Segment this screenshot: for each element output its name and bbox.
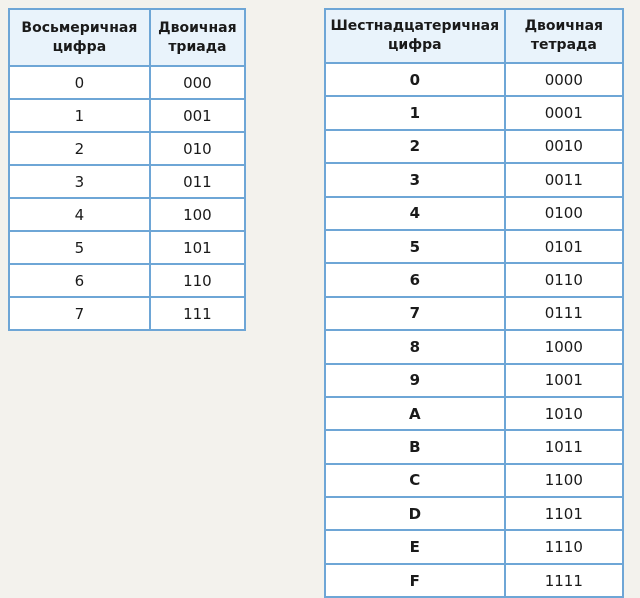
hex-to-binary-table: [324, 8, 624, 598]
digit-cell: 9: [325, 364, 505, 397]
column-header-binary-tetrad: Двоичная тетрада: [505, 9, 623, 63]
binary-cell: 0101: [505, 230, 623, 263]
digit-cell: A: [325, 397, 505, 430]
table-row: [9, 231, 245, 264]
column-header-octal-digit: Восьмеричная цифра: [9, 9, 150, 66]
table-row: [325, 297, 623, 330]
digit-cell: B: [325, 430, 505, 463]
binary-cell: 1111: [505, 564, 623, 597]
digit-cell: 7: [325, 297, 505, 330]
table-row: [325, 197, 623, 230]
table-row: [325, 63, 623, 96]
table-row: [9, 198, 245, 231]
binary-cell: 0111: [505, 297, 623, 330]
table-row: [325, 130, 623, 163]
table-row: [325, 564, 623, 597]
table-header-row: [9, 9, 245, 66]
digit-cell: D: [325, 497, 505, 530]
digit-cell: 3: [325, 163, 505, 196]
table-row: [9, 132, 245, 165]
column-header-hex-digit: Шестнадцатеричная цифра: [325, 9, 505, 63]
binary-cell: 010: [150, 132, 245, 165]
table-row: [325, 163, 623, 196]
digit-cell: 1: [325, 96, 505, 129]
digit-cell: 5: [325, 230, 505, 263]
table-row: [9, 99, 245, 132]
table-row: [9, 165, 245, 198]
binary-cell: 111: [150, 297, 245, 330]
binary-cell: 011: [150, 165, 245, 198]
binary-cell: 1010: [505, 397, 623, 430]
digit-cell: 8: [325, 330, 505, 363]
table-row: [325, 464, 623, 497]
binary-cell: 1110: [505, 530, 623, 563]
binary-cell: 100: [150, 198, 245, 231]
table-row: [325, 430, 623, 463]
octal-to-binary-table: [8, 8, 246, 331]
binary-cell: 0011: [505, 163, 623, 196]
binary-cell: 1001: [505, 364, 623, 397]
table-row: [325, 330, 623, 363]
table-row: [325, 96, 623, 129]
binary-cell: 1000: [505, 330, 623, 363]
binary-cell: 001: [150, 99, 245, 132]
binary-cell: 0010: [505, 130, 623, 163]
digit-cell: 3: [9, 165, 150, 198]
digit-cell: 5: [9, 231, 150, 264]
digit-cell: 4: [9, 198, 150, 231]
digit-cell: F: [325, 564, 505, 597]
table-row: [9, 297, 245, 330]
digit-cell: 7: [9, 297, 150, 330]
digit-cell: 6: [325, 263, 505, 296]
digit-cell: C: [325, 464, 505, 497]
binary-cell: 0000: [505, 63, 623, 96]
table-row: [325, 263, 623, 296]
table-row: [325, 397, 623, 430]
digit-cell: 4: [325, 197, 505, 230]
octal-table-body: [9, 66, 245, 330]
digit-cell: E: [325, 530, 505, 563]
binary-cell: 0110: [505, 263, 623, 296]
binary-cell: 000: [150, 66, 245, 99]
binary-cell: 1101: [505, 497, 623, 530]
digit-cell: 6: [9, 264, 150, 297]
digit-cell: 0: [9, 66, 150, 99]
table-header-row: [325, 9, 623, 63]
hex-table-body: [325, 63, 623, 597]
digit-cell: 0: [325, 63, 505, 96]
table-row: [325, 364, 623, 397]
table-row: [325, 497, 623, 530]
digit-cell: 2: [325, 130, 505, 163]
binary-cell: 1011: [505, 430, 623, 463]
digit-cell: 1: [9, 99, 150, 132]
binary-cell: 1100: [505, 464, 623, 497]
table-row: [325, 230, 623, 263]
table-row: [325, 530, 623, 563]
column-header-binary-triad: Двоичная триада: [150, 9, 245, 66]
binary-cell: 101: [150, 231, 245, 264]
digit-cell: 2: [9, 132, 150, 165]
binary-cell: 110: [150, 264, 245, 297]
binary-cell: 0100: [505, 197, 623, 230]
table-row: [9, 264, 245, 297]
table-row: [9, 66, 245, 99]
binary-cell: 0001: [505, 96, 623, 129]
